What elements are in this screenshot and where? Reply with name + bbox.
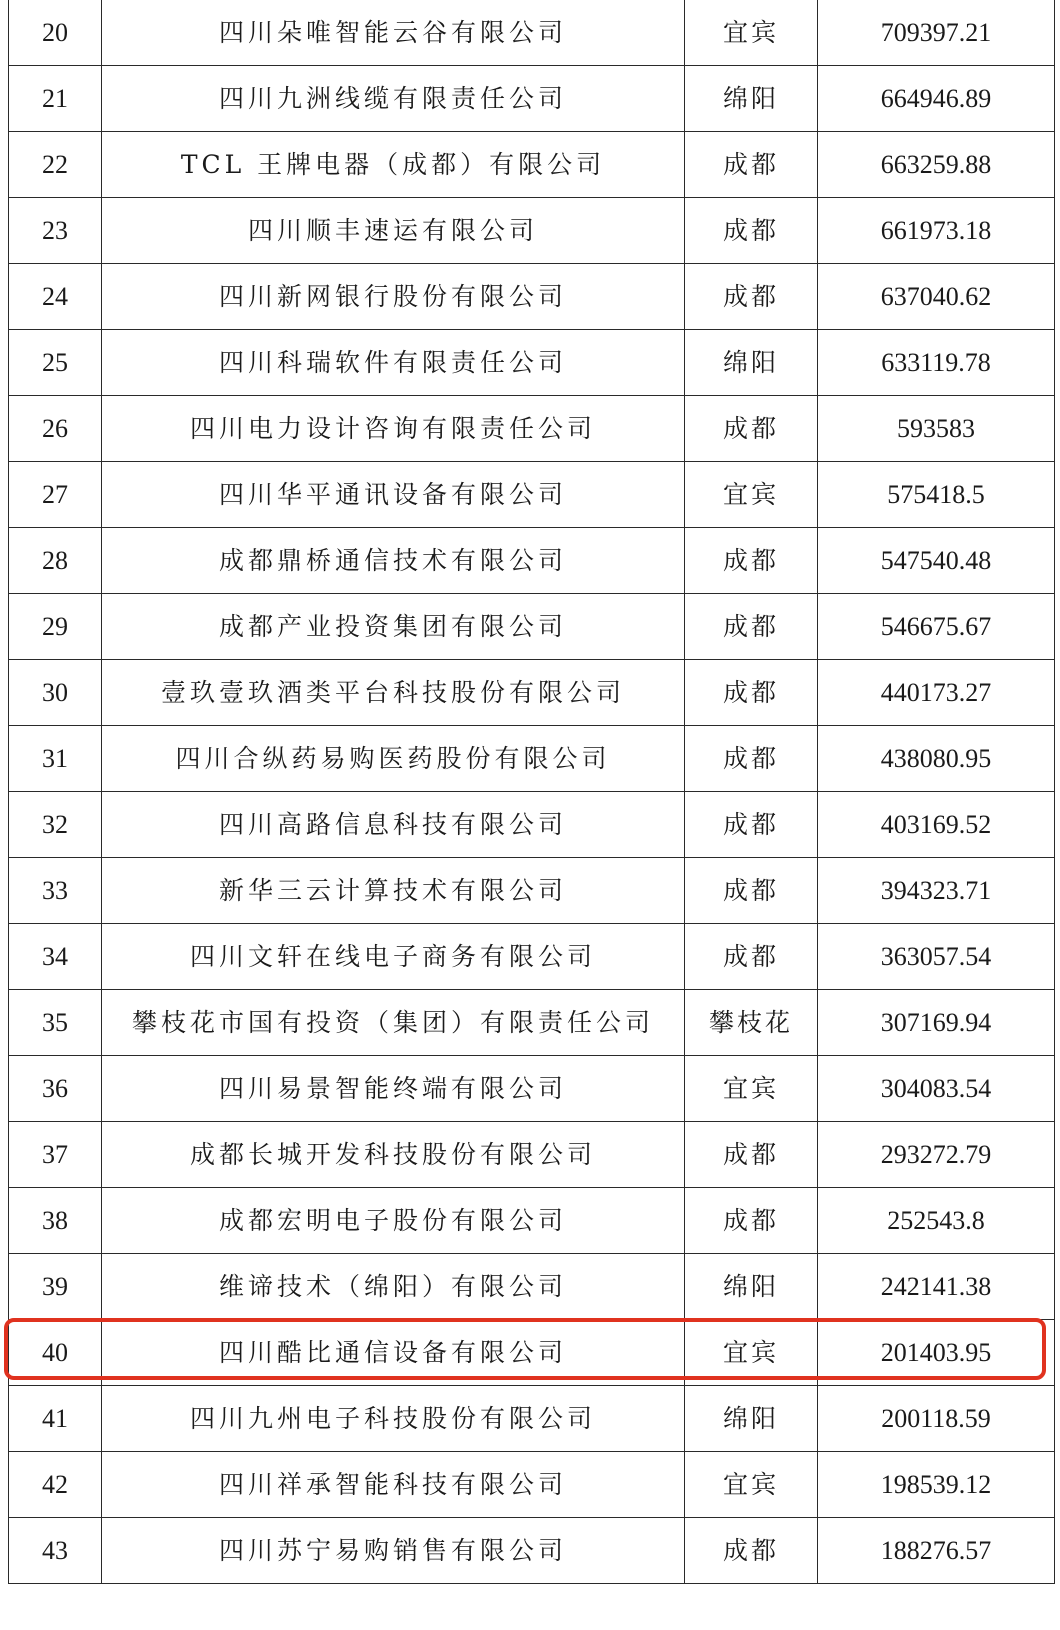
value-cell: 661973.18: [818, 198, 1055, 264]
value-cell: 575418.5: [818, 462, 1055, 528]
table-row: [9, 396, 1055, 462]
company-name-cell: 四川华平通讯设备有限公司: [102, 462, 685, 528]
city-cell: 成都: [685, 594, 818, 660]
company-name-cell: TCL 王牌电器（成都）有限公司: [102, 132, 685, 198]
city-cell: 成都: [685, 528, 818, 594]
rank-cell: 34: [9, 924, 102, 990]
city-cell: 宜宾: [685, 1320, 818, 1386]
rank-cell: 40: [9, 1320, 102, 1386]
value-cell: 438080.95: [818, 726, 1055, 792]
company-name-cell: 新华三云计算技术有限公司: [102, 858, 685, 924]
company-name-cell: 四川科瑞软件有限责任公司: [102, 330, 685, 396]
city-cell: 成都: [685, 1122, 818, 1188]
table-row: [9, 924, 1055, 990]
ranking-table-body: [9, 0, 1055, 1584]
company-name-cell: 四川顺丰速运有限公司: [102, 198, 685, 264]
value-cell: 304083.54: [818, 1056, 1055, 1122]
company-name-cell: 成都宏明电子股份有限公司: [102, 1188, 685, 1254]
table-row: [9, 1188, 1055, 1254]
rank-cell: 22: [9, 132, 102, 198]
value-cell: 593583: [818, 396, 1055, 462]
table-row: [9, 1254, 1055, 1320]
rank-cell: 30: [9, 660, 102, 726]
rank-cell: 39: [9, 1254, 102, 1320]
city-cell: 绵阳: [685, 1386, 818, 1452]
value-cell: 198539.12: [818, 1452, 1055, 1518]
city-cell: 宜宾: [685, 462, 818, 528]
value-cell: 363057.54: [818, 924, 1055, 990]
company-name-cell: 四川新网银行股份有限公司: [102, 264, 685, 330]
city-cell: 成都: [685, 1188, 818, 1254]
rank-cell: 26: [9, 396, 102, 462]
rank-cell: 27: [9, 462, 102, 528]
table-row: [9, 132, 1055, 198]
table-row: [9, 462, 1055, 528]
value-cell: 664946.89: [818, 66, 1055, 132]
value-cell: 188276.57: [818, 1518, 1055, 1584]
city-cell: 成都: [685, 198, 818, 264]
company-name-cell: 成都鼎桥通信技术有限公司: [102, 528, 685, 594]
table-row: [9, 858, 1055, 924]
rank-cell: 24: [9, 264, 102, 330]
table-row: [9, 0, 1055, 66]
rank-cell: 20: [9, 0, 102, 66]
rank-cell: 42: [9, 1452, 102, 1518]
value-cell: 709397.21: [818, 0, 1055, 66]
table-row: [9, 990, 1055, 1056]
company-name-cell: 四川朵唯智能云谷有限公司: [102, 0, 685, 66]
city-cell: 成都: [685, 1518, 818, 1584]
city-cell: 绵阳: [685, 330, 818, 396]
city-cell: 成都: [685, 660, 818, 726]
table-row: [9, 1452, 1055, 1518]
value-cell: 200118.59: [818, 1386, 1055, 1452]
company-name-cell: 四川祥承智能科技有限公司: [102, 1452, 685, 1518]
city-cell: 宜宾: [685, 1452, 818, 1518]
value-cell: 546675.67: [818, 594, 1055, 660]
table-row: [9, 1386, 1055, 1452]
ranking-table: [8, 0, 1055, 1584]
value-cell: 242141.38: [818, 1254, 1055, 1320]
company-name-cell: 成都产业投资集团有限公司: [102, 594, 685, 660]
value-cell: 252543.8: [818, 1188, 1055, 1254]
company-name-cell: 四川九州电子科技股份有限公司: [102, 1386, 685, 1452]
city-cell: 成都: [685, 132, 818, 198]
value-cell: 201403.95: [818, 1320, 1055, 1386]
table-row: [9, 66, 1055, 132]
rank-cell: 28: [9, 528, 102, 594]
table-row: [9, 726, 1055, 792]
rank-cell: 29: [9, 594, 102, 660]
table-row: [9, 264, 1055, 330]
value-cell: 637040.62: [818, 264, 1055, 330]
rank-cell: 31: [9, 726, 102, 792]
table-row: [9, 792, 1055, 858]
table-row: [9, 1518, 1055, 1584]
company-name-cell: 四川易景智能终端有限公司: [102, 1056, 685, 1122]
ranking-table-container: [8, 0, 1052, 1584]
value-cell: 633119.78: [818, 330, 1055, 396]
city-cell: 宜宾: [685, 0, 818, 66]
company-name-cell: 四川酷比通信设备有限公司: [102, 1320, 685, 1386]
rank-cell: 21: [9, 66, 102, 132]
city-cell: 绵阳: [685, 66, 818, 132]
value-cell: 663259.88: [818, 132, 1055, 198]
city-cell: 成都: [685, 792, 818, 858]
company-name-cell: 壹玖壹玖酒类平台科技股份有限公司: [102, 660, 685, 726]
company-name-cell: 维谛技术（绵阳）有限公司: [102, 1254, 685, 1320]
rank-cell: 36: [9, 1056, 102, 1122]
value-cell: 547540.48: [818, 528, 1055, 594]
table-row: [9, 1056, 1055, 1122]
company-name-cell: 四川高路信息科技有限公司: [102, 792, 685, 858]
city-cell: 成都: [685, 396, 818, 462]
rank-cell: 35: [9, 990, 102, 1056]
table-row: [9, 1122, 1055, 1188]
city-cell: 攀枝花: [685, 990, 818, 1056]
table-row: [9, 330, 1055, 396]
company-name-cell: 攀枝花市国有投资（集团）有限责任公司: [102, 990, 685, 1056]
rank-cell: 38: [9, 1188, 102, 1254]
rank-cell: 33: [9, 858, 102, 924]
company-name-cell: 四川文轩在线电子商务有限公司: [102, 924, 685, 990]
company-name-cell: 成都长城开发科技股份有限公司: [102, 1122, 685, 1188]
value-cell: 293272.79: [818, 1122, 1055, 1188]
rank-cell: 25: [9, 330, 102, 396]
rank-cell: 23: [9, 198, 102, 264]
city-cell: 成都: [685, 924, 818, 990]
company-name-cell: 四川苏宁易购销售有限公司: [102, 1518, 685, 1584]
table-row: [9, 660, 1055, 726]
city-cell: 成都: [685, 726, 818, 792]
company-name-cell: 四川合纵药易购医药股份有限公司: [102, 726, 685, 792]
value-cell: 394323.71: [818, 858, 1055, 924]
value-cell: 403169.52: [818, 792, 1055, 858]
value-cell: 440173.27: [818, 660, 1055, 726]
company-name-cell: 四川九洲线缆有限责任公司: [102, 66, 685, 132]
rank-cell: 32: [9, 792, 102, 858]
rank-cell: 43: [9, 1518, 102, 1584]
city-cell: 宜宾: [685, 1056, 818, 1122]
table-row: [9, 1320, 1055, 1386]
city-cell: 成都: [685, 858, 818, 924]
rank-cell: 37: [9, 1122, 102, 1188]
company-name-cell: 四川电力设计咨询有限责任公司: [102, 396, 685, 462]
value-cell: 307169.94: [818, 990, 1055, 1056]
table-row: [9, 594, 1055, 660]
table-row: [9, 198, 1055, 264]
city-cell: 绵阳: [685, 1254, 818, 1320]
rank-cell: 41: [9, 1386, 102, 1452]
table-row: [9, 528, 1055, 594]
city-cell: 成都: [685, 264, 818, 330]
